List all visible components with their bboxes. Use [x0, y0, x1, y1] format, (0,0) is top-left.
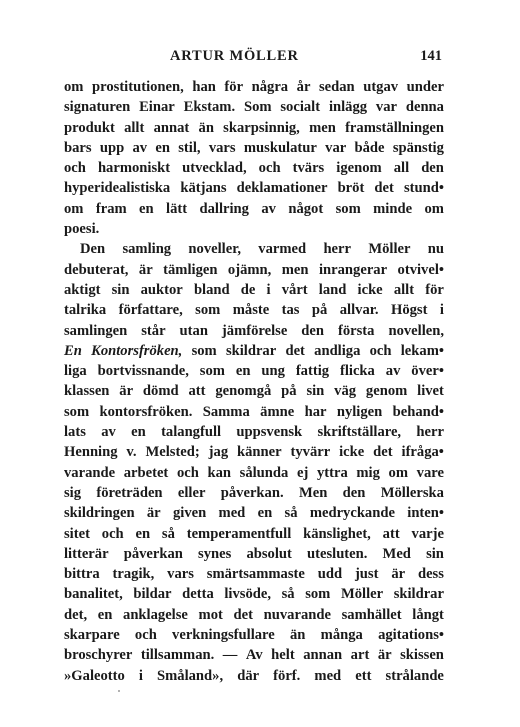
word: ämne	[260, 403, 295, 420]
word: helt	[271, 647, 295, 664]
word: en	[131, 424, 146, 441]
word: talangfull	[161, 424, 222, 441]
word: varje	[411, 525, 444, 542]
word: skildrar	[225, 342, 277, 359]
word: några	[251, 79, 289, 95]
word: litterär	[64, 545, 109, 562]
word: flicka	[339, 363, 375, 380]
running-head-title: ARTUR MÖLLER	[170, 48, 299, 64]
word: i	[266, 281, 271, 298]
word: Högst	[390, 302, 428, 319]
word: Men	[298, 484, 328, 501]
word: med	[314, 667, 342, 684]
word: denna	[405, 99, 444, 116]
word: dömd	[142, 383, 179, 400]
word: mot	[198, 606, 223, 623]
word: auktor	[140, 281, 183, 298]
word: Med	[382, 545, 411, 562]
word: känner	[237, 444, 282, 461]
word: sålunda	[239, 464, 289, 481]
word: allt	[393, 281, 415, 298]
word: Möller	[340, 586, 384, 603]
word: av	[101, 424, 116, 441]
word: allvar.	[339, 302, 379, 319]
text-line	[64, 483, 444, 503]
word: ej	[296, 464, 309, 481]
text-line	[64, 260, 444, 280]
word: av	[132, 139, 148, 156]
word: art	[350, 647, 370, 664]
word: något	[288, 200, 324, 217]
word: bittra	[64, 566, 100, 583]
text-line	[64, 138, 444, 158]
word: socialt	[280, 99, 321, 116]
word: annat	[153, 119, 190, 136]
word: om	[64, 79, 84, 95]
word: en	[135, 525, 151, 542]
word: som	[195, 302, 221, 319]
word: tyvärr	[290, 444, 331, 461]
word: bröt	[337, 180, 365, 197]
word: jag	[208, 444, 229, 461]
text-line	[64, 605, 444, 625]
word: för	[224, 79, 244, 95]
text-line	[64, 503, 444, 523]
print-speck	[118, 690, 120, 692]
word: där	[237, 667, 260, 684]
word: samhället	[341, 606, 402, 623]
word: utesluten.	[307, 545, 368, 562]
word: påverkan	[123, 545, 183, 562]
word: arbetet	[123, 464, 169, 481]
word: nuvarande	[263, 606, 331, 623]
word: kätjans	[180, 180, 227, 197]
word: förf.	[273, 667, 301, 684]
text-line	[64, 219, 444, 239]
word: fram	[95, 200, 127, 217]
text-line	[64, 199, 444, 219]
word: det,	[64, 606, 88, 623]
word: genom	[365, 383, 408, 400]
word: icke	[339, 444, 365, 461]
word: men	[309, 119, 336, 136]
word: han	[192, 79, 216, 95]
word: stil,	[178, 139, 201, 156]
body-text	[64, 77, 444, 686]
word: står	[141, 322, 166, 339]
word: udd	[317, 566, 343, 583]
word: vars	[167, 566, 194, 583]
word: företräden	[96, 484, 163, 501]
text-line	[64, 564, 444, 584]
word: allt	[124, 119, 145, 136]
word: Henning	[64, 444, 118, 461]
word: ifråga•	[401, 444, 444, 461]
word: uppsvensk	[236, 424, 303, 441]
word: synes	[198, 545, 232, 562]
word: spänstig	[392, 139, 444, 156]
word: utvecklad,	[182, 160, 247, 177]
text-line	[64, 361, 444, 381]
word: det	[374, 180, 394, 197]
word: Som	[243, 99, 272, 116]
word: den	[301, 322, 324, 339]
word: är	[146, 505, 161, 522]
word: Ekstam.	[183, 99, 236, 116]
text-line	[64, 118, 444, 138]
word: behand•	[392, 403, 444, 420]
word: kan	[207, 464, 231, 481]
word: novellen,	[388, 322, 444, 339]
text-line	[64, 625, 444, 645]
word: samling	[122, 241, 172, 258]
word: smärtsammaste	[206, 566, 305, 583]
word: samlingen	[64, 322, 128, 339]
word: dallring	[199, 200, 249, 217]
word: en	[235, 363, 251, 380]
word: var	[375, 99, 397, 116]
word: harmoniskt	[97, 160, 171, 177]
word: annan	[303, 647, 343, 664]
word: agitations•	[378, 627, 444, 644]
text-line	[64, 584, 444, 604]
word: bortvissnande,	[97, 363, 189, 380]
word: långt	[412, 606, 444, 623]
word: en	[257, 505, 273, 522]
word: Samma	[202, 403, 250, 420]
word: livsöde,	[224, 586, 271, 603]
word: eller	[177, 484, 206, 501]
text-line	[64, 158, 444, 178]
word: tämligen	[163, 261, 218, 278]
page-number: 141	[420, 48, 442, 64]
word: så	[281, 586, 295, 603]
word: av	[385, 363, 401, 380]
word: att	[188, 383, 206, 400]
text-line	[64, 239, 444, 259]
word: mig	[356, 464, 380, 481]
word: den	[342, 484, 366, 501]
word: sedan	[318, 79, 355, 95]
text-line	[64, 178, 444, 198]
word: de	[240, 281, 256, 298]
word: dess	[417, 566, 444, 583]
word: hyperidealistiska	[64, 180, 171, 197]
word: signaturen	[64, 99, 131, 116]
word: ett	[355, 667, 372, 684]
text-line	[64, 442, 444, 462]
word: Melsted;	[145, 444, 200, 461]
word: Småland»,	[157, 667, 224, 684]
word: den	[421, 160, 444, 177]
text-line	[64, 300, 444, 320]
word: är	[119, 383, 134, 400]
word: tragik,	[112, 566, 155, 583]
word: över•	[411, 363, 444, 380]
word: kontorsfröken.	[99, 403, 193, 420]
word: inlägg	[328, 99, 368, 116]
word: vars	[208, 139, 236, 156]
word: —	[222, 647, 238, 664]
running-head	[74, 48, 446, 68]
word: vårt	[281, 281, 308, 298]
word: minde	[373, 200, 413, 217]
word: ojämn,	[227, 261, 272, 278]
word: verkningsfullare	[172, 627, 275, 644]
word: yttra	[316, 464, 348, 481]
word: ung	[261, 363, 285, 380]
word: aktigt	[64, 281, 101, 298]
word: som	[64, 403, 90, 420]
word: skriftställare,	[317, 424, 402, 441]
word: broschyrer	[64, 647, 133, 664]
word: sin	[306, 383, 325, 400]
word: genomgå	[215, 383, 272, 400]
word: fattig	[295, 363, 330, 380]
word: för	[425, 281, 444, 298]
word: inrangerar	[318, 261, 388, 278]
word: känslighet,	[303, 525, 371, 542]
word: och	[176, 464, 199, 481]
word: lats	[64, 424, 86, 441]
text-line	[64, 341, 444, 361]
word: vare	[416, 464, 444, 481]
text-line	[64, 402, 444, 422]
text-line	[64, 544, 444, 564]
word: det	[373, 444, 393, 461]
word: Möller	[368, 241, 411, 258]
word: en	[139, 200, 154, 217]
word: land	[318, 281, 347, 298]
word: herr	[323, 241, 351, 258]
word: liga	[64, 363, 87, 380]
word: sitet	[64, 525, 90, 542]
word: är	[138, 261, 153, 278]
word: av	[261, 200, 276, 217]
text-line	[64, 463, 444, 483]
word: lekam•	[400, 342, 444, 359]
word: om	[424, 200, 444, 217]
word: tvärs	[292, 160, 325, 177]
word: varmed	[258, 241, 307, 258]
word: och	[64, 160, 86, 177]
word: att	[382, 525, 400, 542]
word: som	[335, 200, 361, 217]
word: just	[354, 566, 379, 583]
word: om	[388, 464, 409, 481]
word: första	[337, 322, 375, 339]
word: det	[285, 342, 305, 359]
word: och	[369, 342, 392, 359]
word: som	[305, 586, 331, 603]
word: nyligen	[336, 403, 383, 420]
word: produkt	[64, 119, 115, 136]
text-line	[64, 422, 444, 442]
word: i	[439, 302, 444, 319]
word: med	[218, 505, 246, 522]
word: år	[296, 79, 311, 95]
word: stund•	[403, 180, 444, 197]
word: detta	[182, 586, 214, 603]
word: i	[138, 667, 143, 684]
word: bland	[193, 281, 230, 298]
word: väg	[334, 383, 357, 400]
word: strålande	[385, 667, 444, 684]
text-line	[64, 97, 444, 117]
word: inten•	[407, 505, 444, 522]
word: utan	[179, 322, 208, 339]
text-line	[64, 321, 444, 341]
word: absolut	[246, 545, 292, 562]
word: »Galeotto	[64, 667, 125, 684]
word: en	[155, 139, 170, 156]
word: prostitutionen,	[92, 79, 184, 95]
word: på	[281, 383, 297, 400]
word: sig	[64, 484, 82, 501]
text-line	[64, 645, 444, 665]
word: har	[304, 403, 327, 420]
word: skildrar	[393, 586, 444, 603]
word: lätt	[166, 200, 188, 217]
word: noveller,	[188, 241, 241, 258]
word: än	[198, 119, 214, 136]
word: under	[406, 79, 444, 95]
word: påverkan.	[220, 484, 284, 501]
word: all	[393, 160, 410, 177]
word: bars	[64, 139, 92, 156]
word: skarpsinnig,	[223, 119, 300, 136]
word: Den	[80, 241, 106, 258]
word: tillsamman.	[140, 647, 215, 664]
word: många	[320, 627, 363, 644]
word: så	[284, 505, 298, 522]
word: otvivel•	[397, 261, 444, 278]
word: livet	[417, 383, 444, 400]
word: varande	[64, 464, 116, 481]
word: talrika	[64, 302, 107, 319]
word: men	[281, 261, 309, 278]
word: herr	[416, 424, 444, 441]
word: Av	[245, 647, 263, 664]
text-line	[64, 666, 444, 686]
word: Einar	[139, 99, 175, 116]
word: var	[325, 139, 347, 156]
word: och	[258, 160, 281, 177]
word: bildar	[133, 586, 172, 603]
word: är	[377, 647, 392, 664]
word: författare,	[118, 302, 183, 319]
word: sin	[426, 545, 444, 562]
word: det	[233, 606, 253, 623]
word: är	[391, 566, 406, 583]
word: v.	[126, 444, 137, 461]
word: som	[199, 363, 225, 380]
word: debuterat,	[64, 261, 129, 278]
word: framställningen	[345, 119, 444, 136]
word: måste	[232, 302, 270, 319]
word: tas	[281, 302, 300, 319]
word: skarpare	[64, 627, 120, 644]
word: på	[311, 302, 328, 319]
word: temperamentfull	[186, 525, 292, 542]
word: nu	[427, 241, 444, 258]
word: given	[172, 505, 207, 522]
text-line	[64, 381, 444, 401]
word: Möllerska	[380, 484, 444, 501]
word: och	[101, 525, 124, 542]
word: och	[134, 627, 157, 644]
word: jämförelse	[221, 322, 288, 339]
word: icke	[357, 281, 383, 298]
word: deklamationer	[236, 180, 328, 197]
word: muskulatur	[243, 139, 317, 156]
text-line	[64, 77, 444, 97]
word: utgav	[363, 79, 399, 95]
word: upp	[99, 139, 125, 156]
word: anklagelse	[123, 606, 188, 623]
word: en	[97, 606, 113, 623]
word: medryckande	[309, 505, 395, 522]
word: så	[161, 525, 175, 542]
word: som	[191, 342, 217, 359]
word: igenom	[336, 160, 382, 177]
word: än	[290, 627, 306, 644]
word: skissen	[400, 647, 444, 664]
word: andliga	[314, 342, 361, 359]
word: om	[64, 200, 84, 217]
word: Kontorsfröken,	[91, 342, 183, 359]
word: En	[64, 342, 82, 359]
word: banalitet,	[64, 586, 123, 603]
word: poesi.	[64, 221, 100, 238]
word: sin	[111, 281, 130, 298]
word: både	[354, 139, 385, 156]
text-line	[64, 280, 444, 300]
word: skildringen	[64, 505, 135, 522]
word: klassen	[64, 383, 110, 400]
text-line	[64, 524, 444, 544]
